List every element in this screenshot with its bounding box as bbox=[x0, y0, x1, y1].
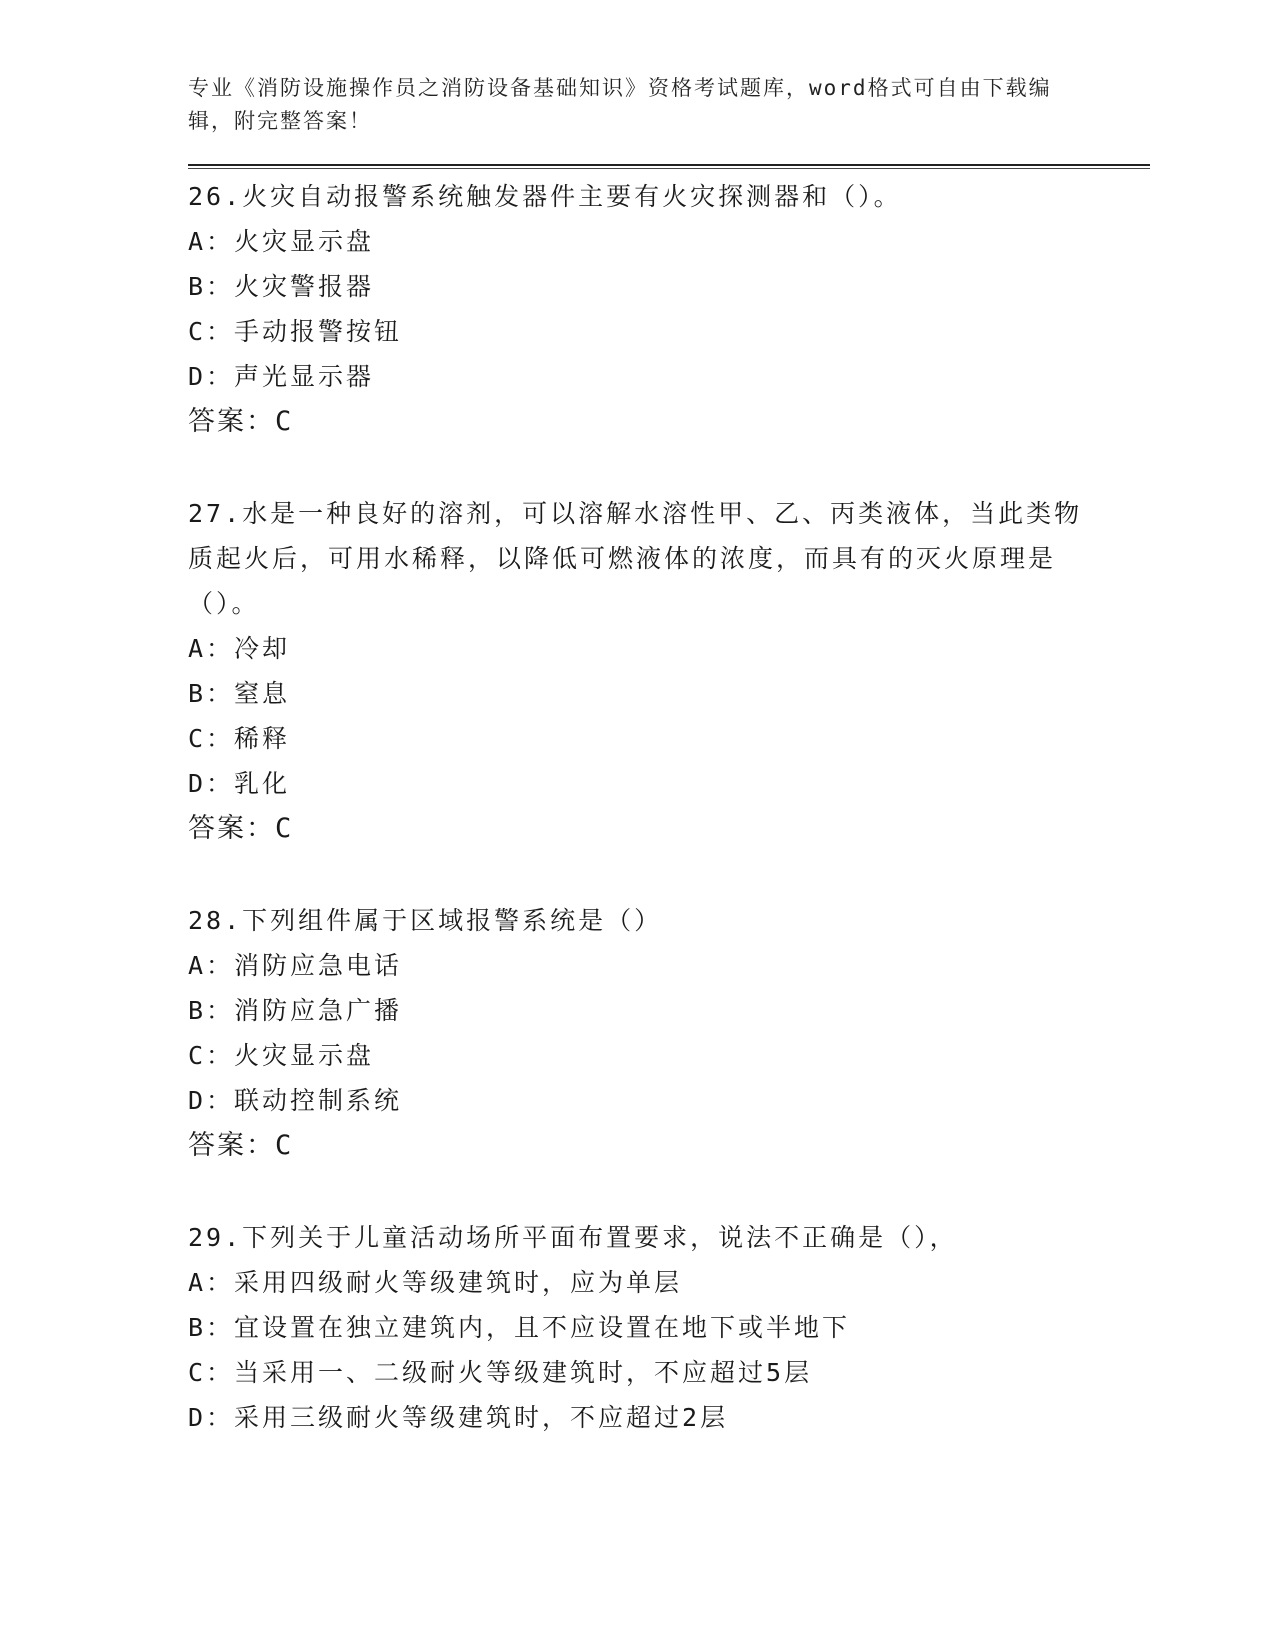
question-stem: 29.下列关于儿童活动场所平面布置要求，说法不正确是（）， bbox=[188, 1223, 958, 1252]
option-b: B：宜设置在独立建筑内，且不应设置在地下或半地下 bbox=[188, 1313, 851, 1342]
answer-label: 答案： bbox=[188, 813, 275, 844]
question-stem: 26.火灾自动报警系统触发器件主要有火灾探测器和（）。 bbox=[188, 182, 902, 211]
option-c: C：稀释 bbox=[188, 724, 291, 753]
option-a: A：火灾显示盘 bbox=[188, 227, 375, 256]
option-a: A：冷却 bbox=[188, 634, 291, 663]
answer-line bbox=[188, 399, 1150, 445]
question-stem: 28.下列组件属于区域报警系统是（） bbox=[188, 906, 663, 935]
option-b: B：火灾警报器 bbox=[188, 272, 375, 301]
answer-label: 答案： bbox=[188, 406, 275, 437]
option-c: C：手动报警按钮 bbox=[188, 317, 403, 346]
option-a: A：消防应急电话 bbox=[188, 951, 403, 980]
question-27 bbox=[188, 491, 1150, 852]
option-d: D：声光显示器 bbox=[188, 362, 375, 391]
answer-line bbox=[188, 1123, 1150, 1169]
question-26 bbox=[188, 174, 1150, 445]
answer-value: C bbox=[275, 813, 294, 844]
answer-value: C bbox=[275, 1130, 294, 1161]
header-divider bbox=[188, 164, 1150, 166]
answer-value: C bbox=[275, 406, 294, 437]
option-d: D：联动控制系统 bbox=[188, 1086, 403, 1115]
document-header: 专业《消防设施操作员之消防设备基础知识》资格考试题库，word格式可自由下载编辑，附完整答案！ bbox=[188, 76, 1052, 133]
option-d: D：采用三级耐火等级建筑时，不应超过2层 bbox=[188, 1403, 729, 1432]
question-29 bbox=[188, 1215, 1150, 1440]
document-page bbox=[188, 72, 1150, 1440]
answer-line bbox=[188, 806, 1150, 852]
option-a: A：采用四级耐火等级建筑时，应为单层 bbox=[188, 1268, 683, 1297]
option-b: B：消防应急广播 bbox=[188, 996, 403, 1025]
option-b: B：窒息 bbox=[188, 679, 291, 708]
option-c: C：火灾显示盘 bbox=[188, 1041, 375, 1070]
option-c: C：当采用一、二级耐火等级建筑时，不应超过5层 bbox=[188, 1358, 813, 1387]
question-28 bbox=[188, 898, 1150, 1169]
answer-label: 答案： bbox=[188, 1130, 275, 1161]
question-stem: 27.水是一种良好的溶剂，可以溶解水溶性甲、乙、丙类液体，当此类物质起火后，可用水稀释，以降低可燃液体的浓度，而具有的灭火原理是（）。 bbox=[188, 499, 1083, 618]
option-d: D：乳化 bbox=[188, 769, 291, 798]
